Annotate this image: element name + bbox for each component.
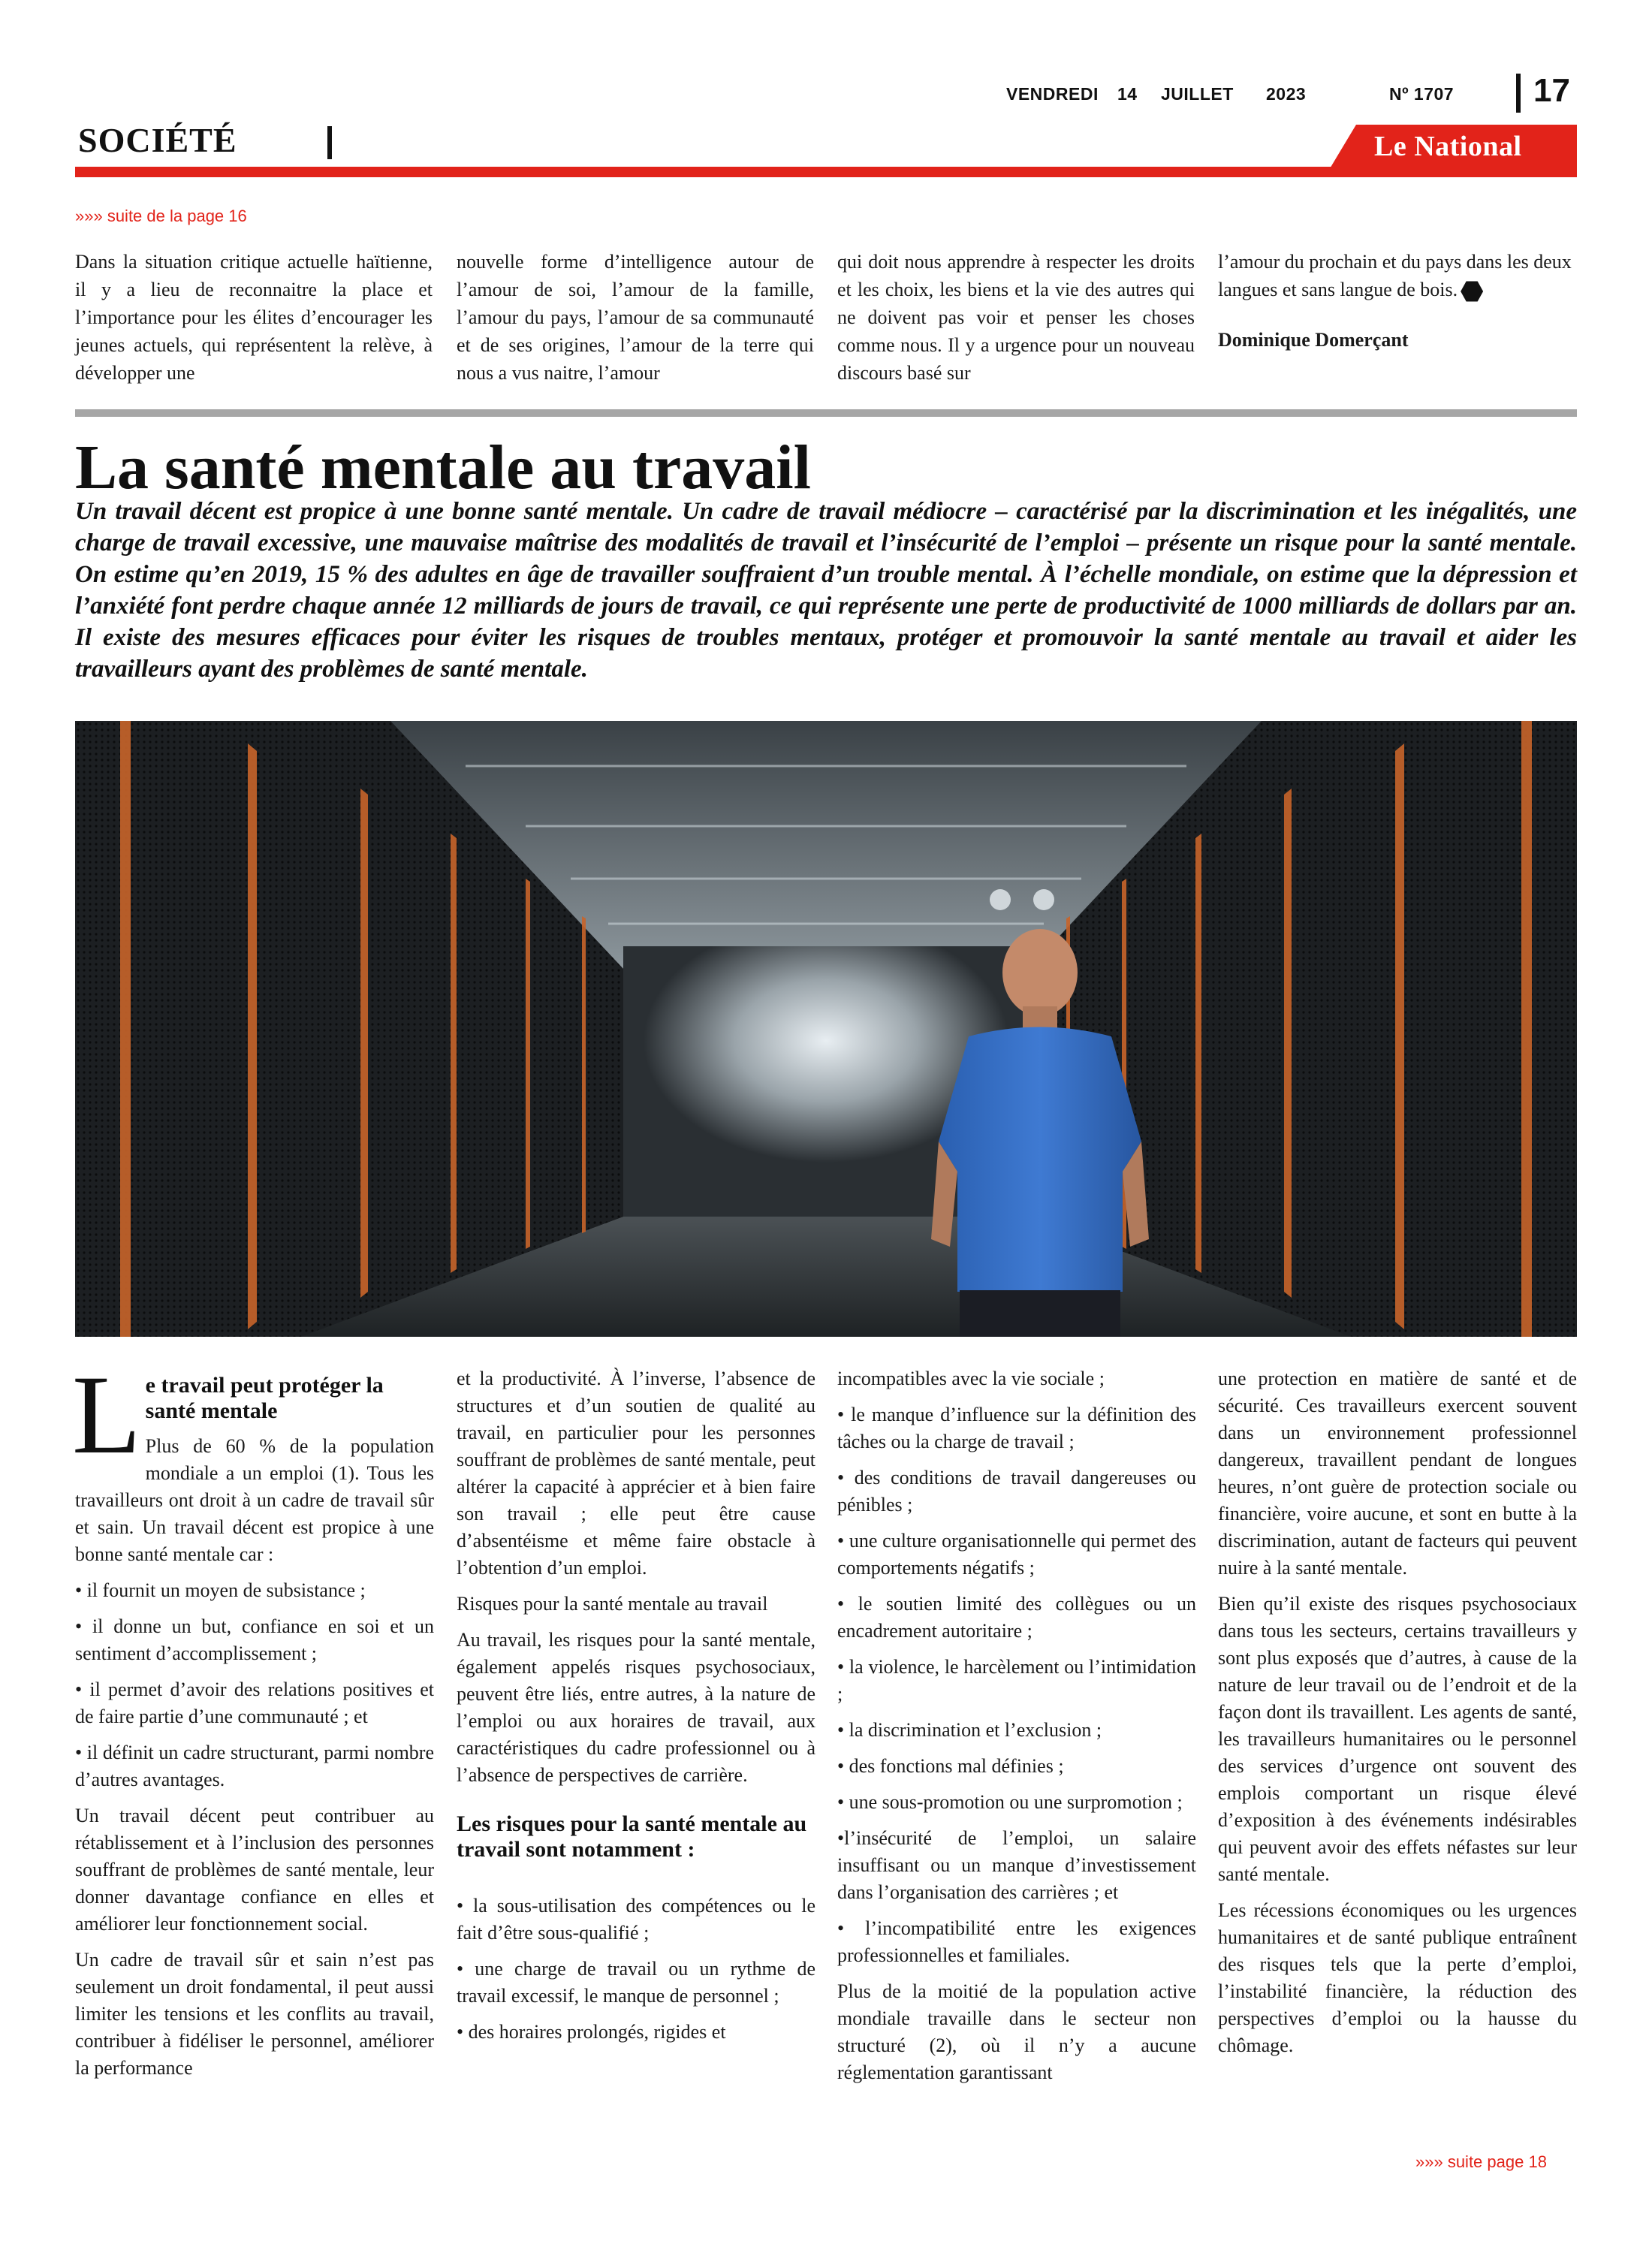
- list-item: • l’incompatibilité entre les exigences professionnelles et familiales.: [837, 1917, 1196, 1966]
- list-item: • le manque d’influence sur la définition des tâches ou la charge de travail ;: [837, 1404, 1196, 1452]
- list-item: • une culture organisationnelle qui permet des comportements négatifs ;: [837, 1530, 1196, 1579]
- prev-article-text: l’amour du prochain et du pays dans les deux langues et sans langue de bois.: [1218, 251, 1572, 300]
- list-item: • des horaires prolongés, rigides et: [457, 2021, 726, 2043]
- article-paragraph: Bien qu’il existe des risques psychosociaux dans tous les secteurs, certains travailleurs y sont plus exposés que d’autres, à cause de la nature de leur travail ou de l’endroit et de la façon dont ils travaillent. Les agents de santé, les travailleurs humanitaires ou le personnel des services d’urgence ont souvent des emplois comportant un risque élevé d’exposition à des événements indésirables qui peuvent avoir des effets néfastes sur leur santé mentale.: [1218, 1593, 1577, 1885]
- page-number-divider: [1516, 74, 1521, 113]
- list-item: • la violence, le harcèlement ou l’intimidation ;: [837, 1656, 1196, 1705]
- article-column-4: [1218, 1365, 1577, 2068]
- article-paragraph: une protection en matière de santé et de sécurité. Ces travailleurs exercent souvent dans un environnement professionnel dangereux, travaillent pendant de longues heures, n’ont guère de protection sociale ou financière, voire aucune, et sont en butte à la discrimination, autant de facteurs qui peuvent nuire à la santé mentale.: [1218, 1368, 1577, 1579]
- list-item: • des conditions de travail dangereuses ou pénibles ;: [837, 1467, 1196, 1516]
- section-title: SOCIÉTÉ: [78, 121, 237, 159]
- article-paragraph: Au travail, les risques pour la santé mentale, également appelés risques psychosociaux, peuvent être liés, entre autres, à la nature de l’emploi ou aux horaires de travail, aux caractéristiques du cadre professionnel ou à l’absence de perspectives de carrière.: [457, 1629, 815, 1786]
- date-number: 14: [1117, 84, 1138, 104]
- list-item: • la discrimination et l’exclusion ;: [837, 1719, 1102, 1741]
- server-room-photo: [75, 721, 1577, 1337]
- article-paragraph: Un cadre de travail sûr et sain n’est pas seulement un droit fondamental, il peut aussi limiter les tensions et les conflits au travail, contribuer à fidéliser le personnel, améliorer la performance: [75, 1949, 434, 2079]
- list-item: • une sous-promotion ou une surpromotion ;: [837, 1791, 1183, 1813]
- issue-number: Nº 1707: [1389, 84, 1455, 104]
- list-item: • il permet d’avoir des relations positives et de faire partie d’une communauté ; et: [75, 1678, 434, 1727]
- article-paragraph: Plus de la moitié de la population active mondiale travaille dans le secteur non structuré (2), où il n’y a aucune réglementation garantissant: [837, 1980, 1196, 2083]
- date-month: JUILLET: [1161, 84, 1234, 104]
- article-separator: [75, 409, 1577, 417]
- list-item: incompatibles avec la vie sociale ;: [837, 1368, 1105, 1389]
- article-paragraph: Les récessions économiques ou les urgences humanitaires et de santé publique entraînent des risques tels que la perte d’emploi, l’instabilité financière, la réduction des perspectives d’emploi ou la hausse du chômage.: [1218, 1899, 1577, 2056]
- list-item: • il fournit un moyen de subsistance ;: [75, 1579, 366, 1601]
- prev-article-text: Dans la situation critique actuelle haïtienne, il y a lieu de reconnaitre la place et l’importance pour les élites d’encourager les jeunes actuels, qui représentent la relève, à développer une: [75, 251, 433, 384]
- prev-article-text: nouvelle forme d’intelligence autour de l’amour de soi, l’amour de la famille, l’amour du pays, l’amour de sa communauté et de ses origines, l’amour de la terre qui nous a vus naitre, l’amour: [457, 251, 814, 384]
- continued-from-link[interactable]: »»» suite de la page 16: [75, 207, 247, 225]
- section-label: Risques pour la santé mentale au travail: [457, 1593, 768, 1615]
- list-item: • il donne un but, confiance en soi et un sentiment d’accomplissement ;: [75, 1615, 434, 1664]
- continued-to-link[interactable]: »»» suite page 18: [1415, 2152, 1547, 2171]
- article-column-3: [837, 1365, 1196, 2095]
- article-subheading: Les risques pour la santé mentale au travail sont notamment :: [457, 1811, 807, 1862]
- end-of-article-icon: [1461, 280, 1483, 303]
- section-divider: [327, 126, 332, 159]
- article-column-1: [72, 1353, 434, 2091]
- prev-article-column-1: [75, 248, 433, 387]
- prev-article-column-2: [457, 248, 814, 387]
- prev-article-column-3: [837, 248, 1195, 387]
- prev-article-column-4: [1218, 248, 1575, 354]
- list-item: • il définit un cadre structurant, parmi nombre d’autres avantages.: [75, 1742, 434, 1790]
- list-item: • des fonctions mal définies ;: [837, 1755, 1064, 1777]
- prev-article-ending: [1218, 248, 1575, 303]
- article-photo: [75, 721, 1577, 1337]
- article-paragraph: Un travail décent peut contribuer au rétablissement et à l’inclusion des personnes souffrant de problèmes de santé mentale, leur donner davantage confiance en elles et améliorer leur fonctionnement social.: [75, 1805, 434, 1935]
- list-item: • la sous-utilisation des compétences ou le fait d’être sous-qualifié ;: [457, 1895, 815, 1944]
- article-lead-heading: e travail peut protéger la santé mentale: [145, 1373, 384, 1423]
- page-number: 17: [1533, 72, 1570, 109]
- list-item: •l’insécurité de l’emploi, un salaire insuffisant ou un manque d’investissement dans l’organisation des carrières ; et: [837, 1827, 1196, 1903]
- list-item: • le soutien limité des collègues ou un encadrement autoritaire ;: [837, 1593, 1196, 1642]
- article-paragraph: Plus de 60 % de la population mondiale a un emploi (1). Tous les travailleurs ont droit à un cadre de travail sûr et sain. Un travail décent est propice à une bonne santé mentale car :: [75, 1435, 434, 1565]
- drop-cap: L: [72, 1353, 141, 1477]
- newspaper-brand: Le National: [1374, 131, 1522, 162]
- author-signature: Dominique Domerçant: [1218, 329, 1409, 351]
- date-day: VENDREDI: [1006, 84, 1099, 104]
- prev-article-text: qui doit nous apprendre à respecter les droits et les choix, les biens et la vie des autres qui ne doivent pas voir et penser les choses comme nous. Il y a urgence pour un nouveau discours basé sur: [837, 251, 1195, 384]
- article-standfirst: Un travail décent est propice à une bonne santé mentale. Un cadre de travail médiocre – caractérisé par la discrimination et les inégalités, une charge de travail excessive, une mauvaise maîtrise des modalités de travail et l’insécurité de l’emploi – présente un risque pour la santé mentale. On estime qu’en 2019, 15 % des adultes en âge de travailler souffraient d’un trouble mental. À l’échelle mondiale, on estime que la dépression et l’anxiété font perdre chaque année 12 milliards de jours de travail, ce qui représente une perte de productivité de 1000 milliards de dollars par an. Il existe des mesures efficaces pour éviter les risques de troubles mentaux, protéger et promouvoir la santé mentale au travail et aider les travailleurs ayant des problèmes de santé mentale.: [75, 498, 1577, 683]
- article-paragraph: et la productivité. À l’inverse, l’absence de structures et d’un soutien de qualité au travail, en particulier pour les personnes souffrant de problèmes de santé mentale, peut altérer la capacité à apprécier et à bien faire son travail ; elle peut être cause d’absentéisme et même faire obstacle à l’obtention d’un emploi.: [457, 1368, 815, 1579]
- article-column-2: [457, 1365, 815, 2055]
- article-intro: [72, 1353, 434, 1568]
- date-year: 2023: [1266, 84, 1307, 104]
- list-item: • une charge de travail ou un rythme de travail excessif, le manque de personnel ;: [457, 1958, 815, 2007]
- article-headline: La santé mentale au travail: [75, 433, 811, 502]
